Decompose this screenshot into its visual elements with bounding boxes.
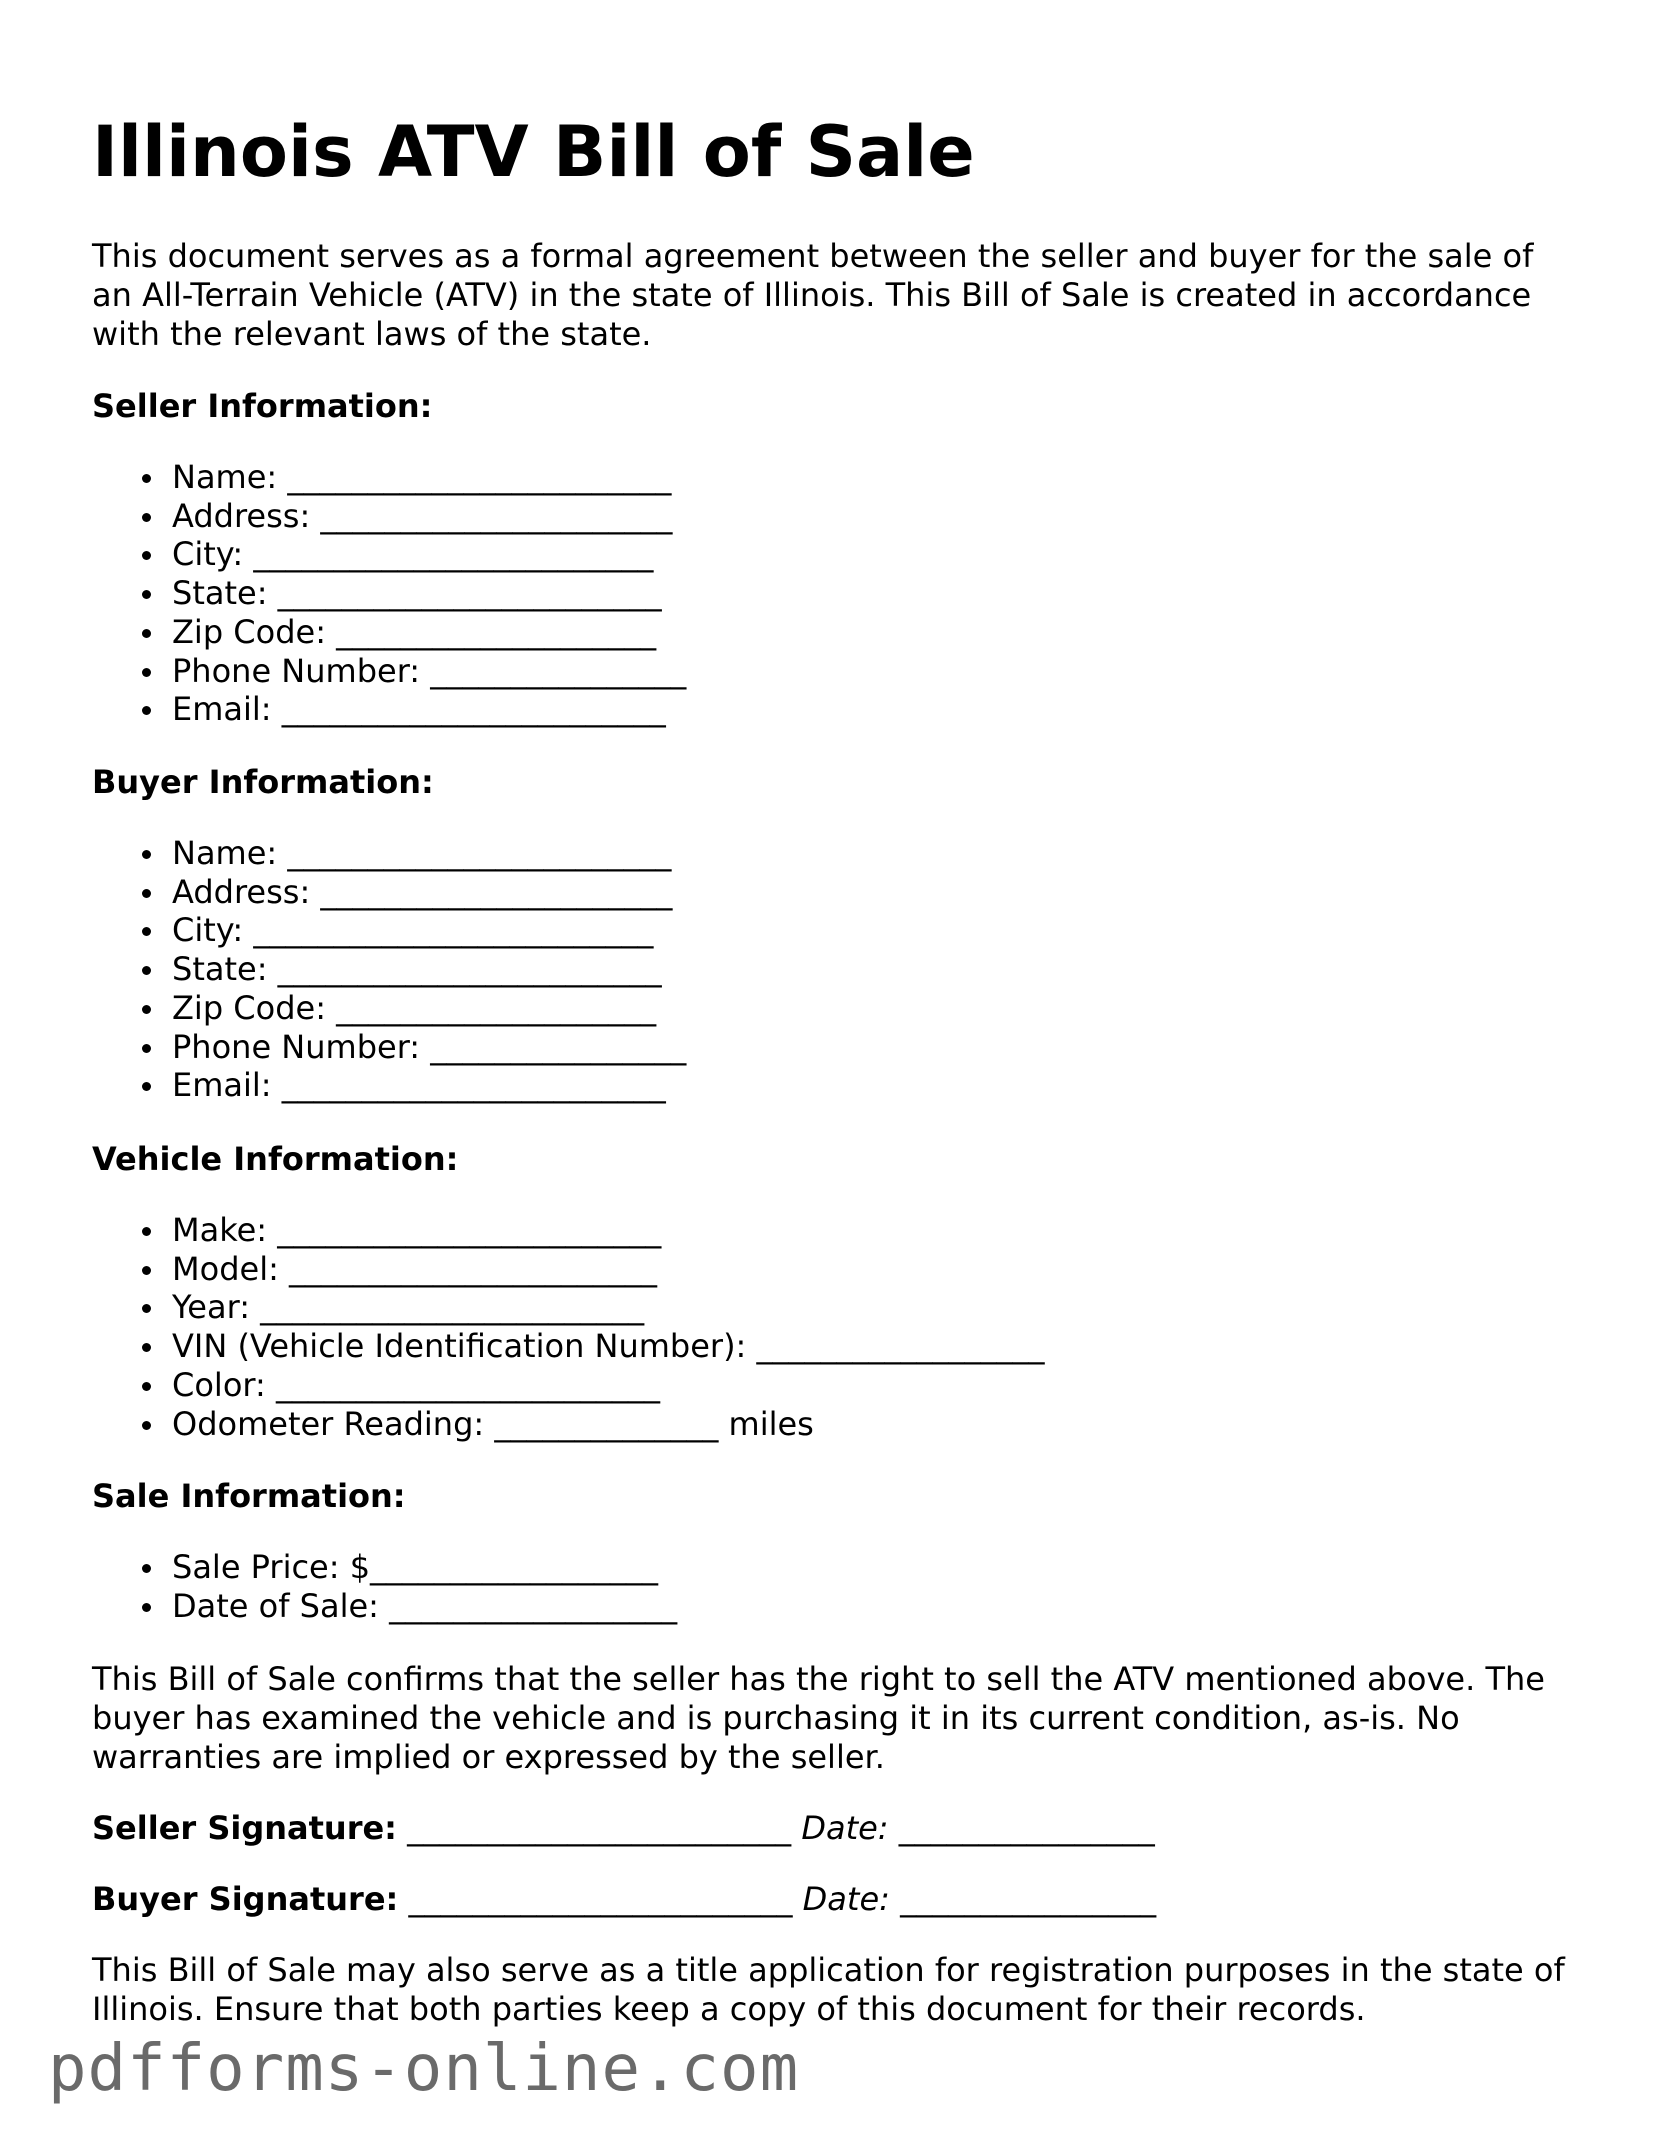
- seller-state-field: State: ________________________: [172, 574, 686, 613]
- buyer-address-field: Address: ______________________: [172, 873, 686, 912]
- site-watermark: pdfforms-online.com: [48, 2032, 800, 2106]
- seller-signature-blank: ________________________: [407, 1809, 792, 1847]
- seller-zip-field: Zip Code: ____________________: [172, 613, 686, 652]
- seller-address-field: Address: ______________________: [172, 497, 686, 536]
- buyer-fields-list: [92, 834, 686, 1105]
- buyer-zip-field: Zip Code: ____________________: [172, 989, 686, 1028]
- seller-date-label: Date:: [801, 1809, 889, 1847]
- vehicle-vin-field: VIN (Vehicle Identification Number): __________________: [172, 1327, 1045, 1366]
- vehicle-make-field: Make: ________________________: [172, 1211, 1045, 1250]
- sale-price-field: Sale Price: $__________________: [172, 1548, 677, 1587]
- confirmation-paragraph: This Bill of Sale confirms that the seller has the right to sell the ATV mentioned above. The buyer has examined the vehicle and is purchasing it in its current condition, as-is. No warranties are implied or expressed by the seller.: [92, 1660, 1545, 1776]
- vehicle-color-field: Color: ________________________: [172, 1366, 1045, 1405]
- seller-section-heading: Seller Information:: [92, 387, 433, 425]
- seller-fields-list: [92, 458, 686, 729]
- seller-signature-line: [92, 1809, 1155, 1848]
- sale-section-heading: Sale Information:: [92, 1477, 406, 1515]
- vehicle-section-heading: Vehicle Information:: [92, 1140, 459, 1178]
- buyer-state-field: State: ________________________: [172, 950, 686, 989]
- buyer-section-heading: Buyer Information:: [92, 763, 434, 801]
- vehicle-odometer-field: Odometer Reading: ______________ miles: [172, 1405, 1045, 1444]
- buyer-signature-label: Buyer Signature:: [92, 1880, 399, 1918]
- seller-phone-field: Phone Number: ________________: [172, 651, 687, 690]
- buyer-date-blank: ________________: [900, 1880, 1157, 1918]
- buyer-name-field: Name: ________________________: [172, 834, 686, 873]
- buyer-phone-field: Phone Number: ________________: [172, 1027, 687, 1066]
- vehicle-fields-list: [92, 1211, 1045, 1443]
- sale-date-field: Date of Sale: __________________: [172, 1586, 678, 1625]
- intro-paragraph: This document serves as a formal agreement between the seller and buyer for the sale of an All-Terrain Vehicle (ATV) in the state of Illinois. This Bill of Sale is created in accordance with the relevant laws of the state.: [92, 237, 1534, 353]
- sale-fields-list: [92, 1548, 677, 1625]
- buyer-city-field: City: _________________________: [172, 911, 686, 950]
- buyer-signature-line: [92, 1880, 1156, 1919]
- buyer-signature-blank: ________________________: [408, 1880, 793, 1918]
- seller-signature-label: Seller Signature:: [92, 1809, 397, 1847]
- vehicle-year-field: Year: ________________________: [172, 1288, 1045, 1327]
- seller-date-blank: ________________: [898, 1809, 1155, 1847]
- buyer-date-label: Date:: [802, 1880, 890, 1918]
- seller-name-field: Name: ________________________: [172, 458, 686, 497]
- closing-paragraph: This Bill of Sale may also serve as a title application for registration purposes in the state of Illinois. Ensure that both parties keep a copy of this document for their records.: [92, 1951, 1565, 2028]
- seller-city-field: City: _________________________: [172, 535, 686, 574]
- buyer-email-field: Email: ________________________: [172, 1066, 686, 1105]
- seller-email-field: Email: ________________________: [172, 690, 686, 729]
- vehicle-model-field: Model: _______________________: [172, 1250, 1045, 1289]
- document-title: Illinois ATV Bill of Sale: [92, 111, 975, 193]
